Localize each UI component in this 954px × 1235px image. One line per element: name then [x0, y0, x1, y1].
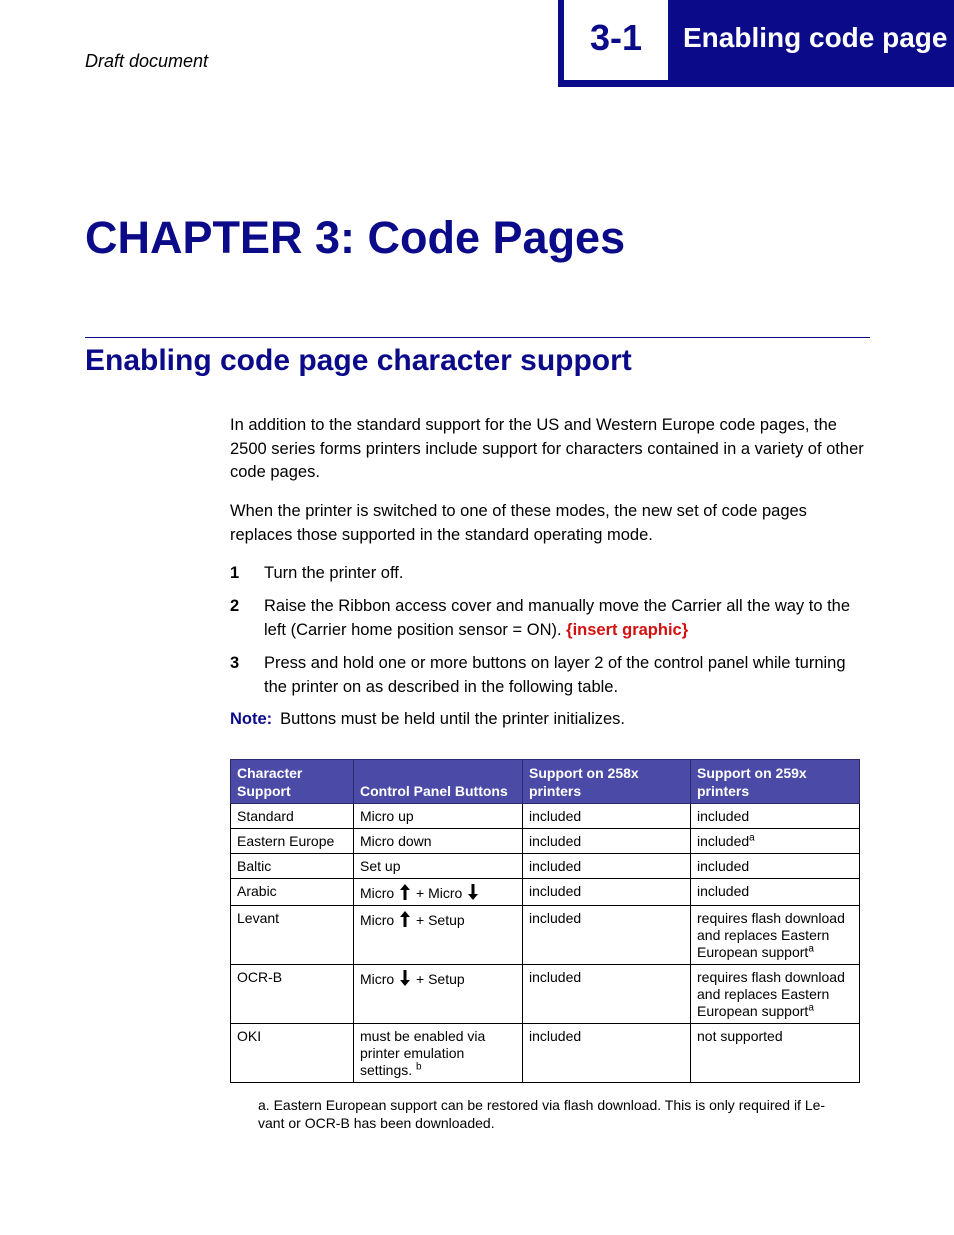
support-258x-cell: included [523, 854, 691, 879]
note-label: Note: [230, 710, 273, 728]
footnote-ref: a [749, 832, 755, 844]
table-row [231, 854, 860, 879]
table-row [231, 965, 860, 1024]
charset-cell: OKI [231, 1024, 354, 1083]
support-text: requires flash download and replaces Eastern European support [697, 910, 845, 960]
arrow-up-icon [398, 910, 412, 928]
step-3 [230, 652, 870, 699]
buttons-cell [354, 1024, 523, 1083]
footnote-ref: a [808, 943, 814, 955]
tab-number: 3-1 [564, 0, 668, 80]
step-number: 2 [230, 597, 240, 615]
buttons-cell: Micro up [354, 804, 523, 829]
button-label: + Setup [416, 971, 465, 987]
support-259x-cell: included [691, 879, 860, 906]
draft-label: Draft document [85, 51, 209, 71]
button-text: must be enabled via printer emulation settings. [360, 1028, 486, 1078]
step-1 [230, 562, 870, 586]
chapter-title: CHAPTER 3: Code Pages [85, 212, 626, 263]
intro-paragraph: In addition to the standard support for the US and Western Europe code pages, the 2500 series forms printers include support for characters contained in a variety of other code pages. [230, 416, 864, 481]
tab-title: Enabling code page [683, 22, 948, 53]
table-row [231, 1024, 860, 1083]
support-259x-cell: included [691, 854, 860, 879]
step-number: 3 [230, 654, 240, 672]
header-character-support: Character Support [231, 760, 354, 804]
step-text-main: Raise the Ribbon access cover and manually move the Carrier all the way to the left (Carrier home position sensor = ON). [264, 597, 851, 639]
charset-cell: Arabic [231, 879, 354, 906]
charset-cell: Levant [231, 906, 354, 965]
arrow-down-icon [398, 969, 412, 987]
table-header-row [231, 760, 860, 804]
support-258x-cell: included [523, 1024, 691, 1083]
header-support-258x: Support on 258x printers [523, 760, 691, 804]
buttons-cell: Set up [354, 854, 523, 879]
button-label: + Setup [416, 912, 465, 928]
arrow-up-icon [398, 883, 412, 901]
section-title: Enabling code page character support [85, 344, 632, 377]
step-number: 1 [230, 564, 240, 582]
button-label: Micro [360, 912, 395, 928]
header-control-panel-buttons: Control Panel Buttons [354, 760, 523, 804]
table-row [231, 804, 860, 829]
buttons-cell [354, 965, 523, 1024]
charset-cell: Baltic [231, 854, 354, 879]
section-divider [85, 337, 870, 338]
support-text: requires flash download and replaces Eastern European support [697, 969, 845, 1019]
header-support-259x: Support on 259x printers [691, 760, 860, 804]
code-page-table [230, 759, 860, 1083]
support-259x-cell [691, 906, 860, 965]
buttons-cell: Micro down [354, 829, 523, 854]
arrow-down-icon [466, 883, 480, 901]
table-row [231, 879, 860, 906]
support-258x-cell: included [523, 879, 691, 906]
footnote-ref: b [416, 1061, 422, 1073]
support-text: included [697, 833, 750, 849]
buttons-cell [354, 879, 523, 906]
support-258x-cell: included [523, 965, 691, 1024]
note-text: Buttons must be held until the printer initializes. [280, 710, 626, 728]
step-text: Press and hold one or more buttons on layer 2 of the control panel while turning the printer on as described in the following table. [264, 654, 846, 696]
mode-paragraph: When the printer is switched to one of these modes, the new set of code pages replaces those supported in the standard operating mode. [230, 502, 807, 544]
note [230, 708, 625, 732]
buttons-cell [354, 906, 523, 965]
step-2 [230, 595, 870, 642]
table-row [231, 906, 860, 965]
support-259x-cell: not supported [691, 1024, 860, 1083]
support-259x-cell [691, 965, 860, 1024]
table-footnote: a. Eastern European support can be restored via flash download. This is only required if Le-vant or OCR-B has been downloaded. [258, 1097, 826, 1131]
table-row [231, 829, 860, 854]
support-258x-cell: included [523, 804, 691, 829]
support-259x-cell: included [691, 804, 860, 829]
chapter-tab [558, 0, 954, 87]
support-259x-cell [691, 829, 860, 854]
button-label: + Micro [416, 885, 463, 901]
step-text: Turn the printer off. [264, 564, 404, 582]
button-label: Micro [360, 885, 395, 901]
support-258x-cell: included [523, 829, 691, 854]
charset-cell: Eastern Europe [231, 829, 354, 854]
charset-cell: Standard [231, 804, 354, 829]
insert-graphic-placeholder: {insert graphic} [566, 620, 689, 639]
button-label: Micro [360, 971, 395, 987]
footnote-ref: a [808, 1002, 814, 1014]
support-258x-cell: included [523, 906, 691, 965]
charset-cell: OCR-B [231, 965, 354, 1024]
step-text [264, 595, 870, 642]
